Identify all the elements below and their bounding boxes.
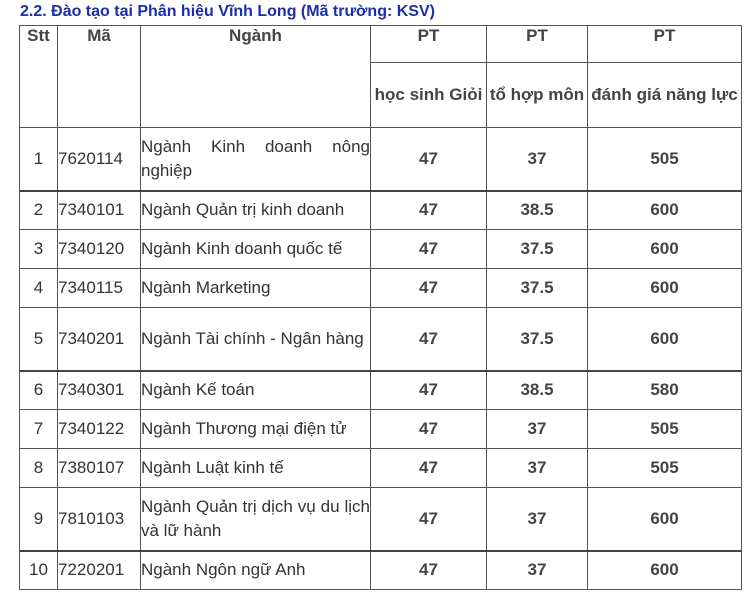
cell-stt: 7 [20,410,58,449]
cell-code: 7340115 [58,269,141,308]
cell-hsg: 47 [371,371,487,410]
cell-code: 7340201 [58,308,141,371]
cell-code: 7220201 [58,551,141,590]
table-header [20,26,742,128]
cell-hsg: 47 [371,410,487,449]
section-title: 2.2. Đào tạo tại Phân hiệu Vĩnh Long (Mã trường: KSV) [20,3,435,20]
cell-hsg: 47 [371,128,487,191]
cell-major: Ngành Kế toán [141,371,371,410]
cell-hsg: 47 [371,551,487,590]
header-dgnl: đánh giá năng lực [588,63,742,128]
cell-thm: 37.5 [487,269,588,308]
table-row [20,191,742,230]
cell-dgnl: 600 [588,191,742,230]
cell-major: Ngành Quản trị dịch vụ du lịch và lữ hành [141,488,371,551]
cell-stt: 1 [20,128,58,191]
table-row [20,269,742,308]
cell-dgnl: 580 [588,371,742,410]
cell-hsg: 47 [371,488,487,551]
header-hsg: học sinh Giỏi [371,63,487,128]
table-body [20,128,742,590]
cell-code: 7340122 [58,410,141,449]
cell-major: Ngành Tài chính - Ngân hàng [141,308,371,371]
cell-thm: 37 [487,410,588,449]
cell-stt: 3 [20,230,58,269]
cell-thm: 37 [487,449,588,488]
cell-major: Ngành Luật kinh tế [141,449,371,488]
header-pt-hsg: PT [371,26,487,63]
cell-code: 7340301 [58,371,141,410]
cell-stt: 2 [20,191,58,230]
cell-dgnl: 505 [588,410,742,449]
cell-code: 7340120 [58,230,141,269]
cell-major: Ngành Thương mại điện tử [141,410,371,449]
header-major: Ngành [141,26,371,128]
header-pt-thm: PT [487,26,588,63]
admission-score-table [19,25,742,590]
cell-dgnl: 600 [588,308,742,371]
table-row [20,371,742,410]
cell-thm: 37 [487,551,588,590]
cell-dgnl: 600 [588,551,742,590]
cell-dgnl: 505 [588,449,742,488]
cell-code: 7620114 [58,128,141,191]
cell-major: Ngành Ngôn ngữ Anh [141,551,371,590]
cell-major: Ngành Marketing [141,269,371,308]
cell-major: Ngành Kinh doanh quốc tế [141,230,371,269]
cell-dgnl: 505 [588,128,742,191]
table-row [20,128,742,191]
table-row [20,230,742,269]
cell-thm: 37.5 [487,308,588,371]
cell-hsg: 47 [371,269,487,308]
cell-stt: 6 [20,371,58,410]
header-pt-dgnl: PT [588,26,742,63]
header-stt: Stt [20,26,58,128]
cell-major: Ngành Kinh doanh nông nghiệp [141,128,371,191]
header-row-top [20,26,742,63]
cell-hsg: 47 [371,191,487,230]
cell-code: 7810103 [58,488,141,551]
cell-hsg: 47 [371,230,487,269]
cell-thm: 37 [487,128,588,191]
table-row [20,551,742,590]
cell-hsg: 47 [371,449,487,488]
cell-stt: 4 [20,269,58,308]
cell-stt: 10 [20,551,58,590]
cell-stt: 8 [20,449,58,488]
cell-stt: 9 [20,488,58,551]
cell-thm: 38.5 [487,371,588,410]
table-row [20,488,742,551]
cell-thm: 37 [487,488,588,551]
cell-thm: 37.5 [487,230,588,269]
cell-dgnl: 600 [588,488,742,551]
cell-stt: 5 [20,308,58,371]
cell-dgnl: 600 [588,269,742,308]
table-row [20,449,742,488]
table-row [20,410,742,449]
cell-hsg: 47 [371,308,487,371]
cell-code: 7340101 [58,191,141,230]
cell-code: 7380107 [58,449,141,488]
header-code: Mã [58,26,141,128]
table-row [20,308,742,371]
cell-dgnl: 600 [588,230,742,269]
header-thm: tổ hợp môn [487,63,588,128]
cell-thm: 38.5 [487,191,588,230]
cell-major: Ngành Quản trị kinh doanh [141,191,371,230]
